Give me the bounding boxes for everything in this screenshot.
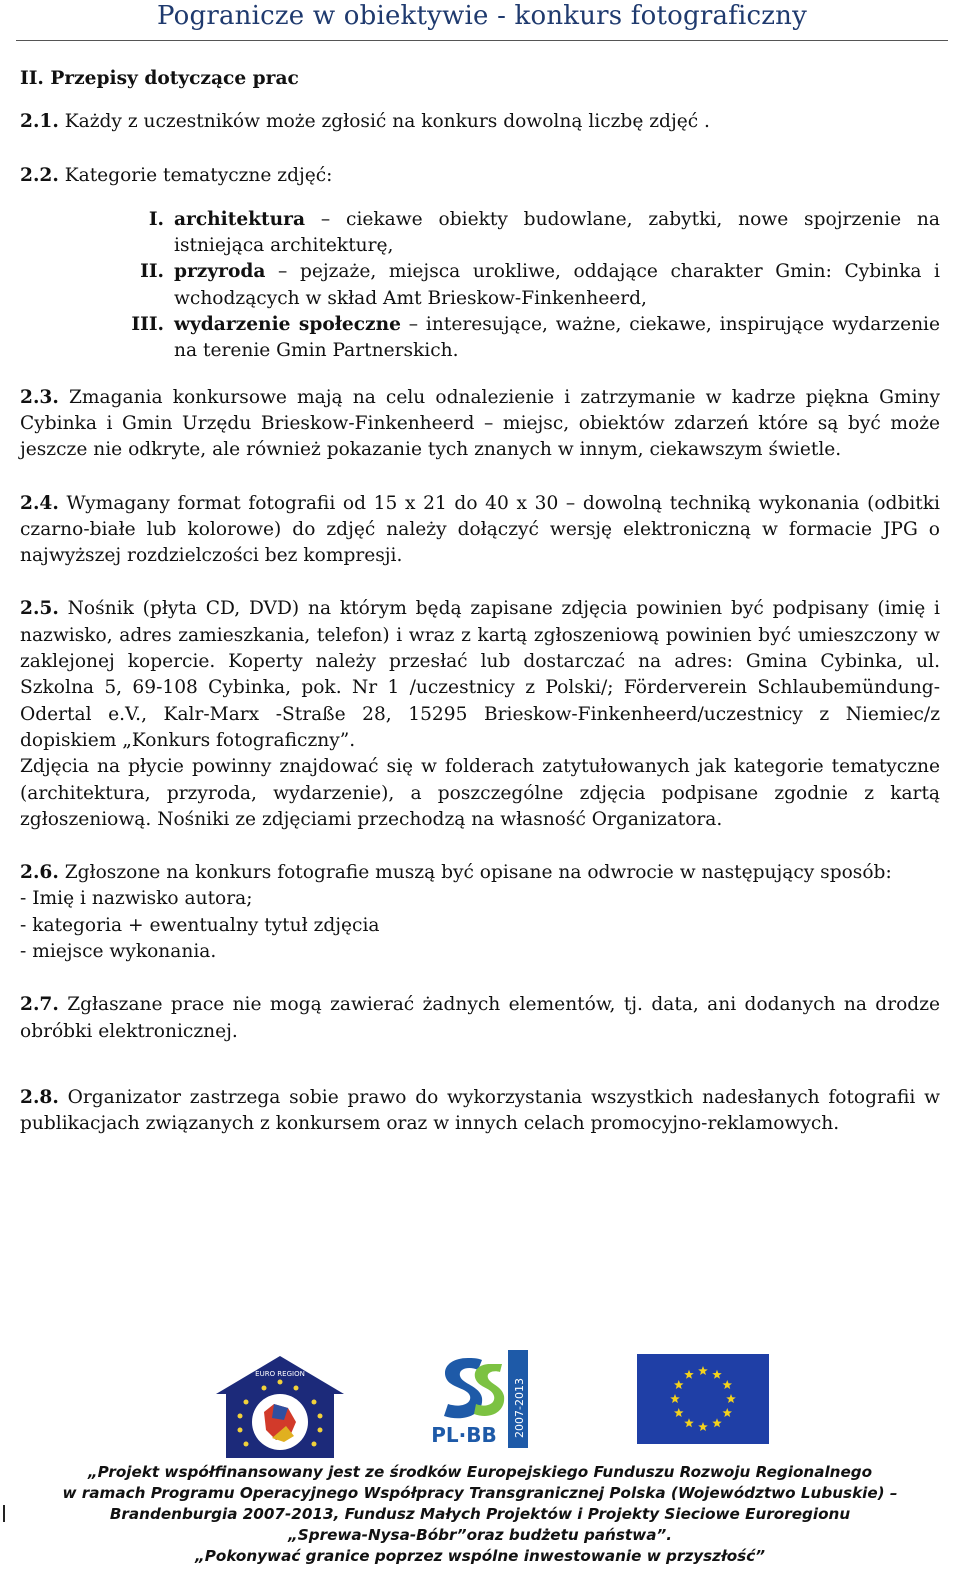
paragraph-text: Organizator zastrzega sobie prawo do wykorzystania wszystkich nadesłanych fotografii w publikacjach związanych z konkursem oraz w innych celach promocyjno-reklamowych. — [20, 1086, 940, 1135]
footer-line: Brandenburgia 2007-2013, Fundusz Małych Projektów i Projekty Sieciowe Euroregionu — [109, 1505, 851, 1523]
page-title: Pogranicze w obiektywie - konkurs fotograficzny — [157, 1, 807, 31]
category-name: architektura — [174, 208, 306, 230]
plbb-logo — [420, 1342, 532, 1456]
paragraph-2-8 — [20, 1085, 940, 1138]
paragraph-text: Kategorie tematyczne zdjęć: — [58, 164, 333, 186]
category-description: – ciekawe obiekty budowlane, zabytki, nowe spojrzenie na istniejąca architekturę, — [174, 208, 940, 257]
category-number: II. — [140, 261, 164, 283]
footer-line: w ramach Programu Operacyjnego Współpracy Transgranicznej Polska (Województwo Lubuskie) – — [62, 1484, 898, 1502]
section-heading: II. Przepisy dotyczące prac — [20, 68, 299, 89]
category-description: – interesujące, ważne, ciekawe, inspirujące wydarzenie na terenie Gmin Partnerskich. — [174, 314, 940, 362]
paragraph-text: Zmagania konkursowe mają na celu odnalezienie i zatrzymanie w kadrze piękna Gminy Cybinka i Gmin Urzędu Brieskow-Finkenheerd – miejsc, obiektów zdarzeń które są być może jeszcze nie odkryte, ale również pokazanie tych znanych w innym, ciekawszym świetle. — [20, 386, 940, 461]
paragraph-2-7 — [20, 992, 940, 1045]
plbb-logo-text: PL·BB — [431, 1423, 497, 1447]
category-number: I. — [148, 208, 164, 230]
footer-line: „Sprewa-Nysa-Bóbr”oraz budżetu państwa”. — [287, 1526, 673, 1544]
margin-mark — [3, 1505, 5, 1522]
category-item-architektura — [102, 207, 940, 260]
footer-line: „Projekt współfinansowany jest ze środków Europejskiego Funduszu Rozwoju Regionalnego — [87, 1463, 873, 1481]
paragraph-number: 2.7. — [20, 994, 59, 1016]
page-header — [16, 0, 948, 41]
category-description: – pejzaże, miejsca urokliwe, oddające charakter Gmin: Cybinka i wchodzących w skład Amt Brieskow-Finkenheerd, — [174, 261, 940, 309]
category-item-przyroda — [102, 259, 940, 312]
category-item-wydarzenie — [102, 312, 940, 365]
paragraph-text: Każdy z uczestników może zgłosić na konkurs dowolną liczbę zdjęć . — [58, 111, 710, 133]
list-item: - kategoria + ewentualny tytuł zdjęcia — [20, 914, 380, 936]
list-item: - miejsce wykonania. — [20, 941, 217, 963]
eu-flag-logo — [637, 1354, 769, 1444]
paragraph-number: 2.2. — [20, 164, 59, 186]
paragraph-2-4 — [20, 491, 940, 570]
footer — [20, 1462, 940, 1567]
plbb-logo-years: 2007-2013 — [513, 1378, 526, 1438]
paragraph-text: Zgłoszone na konkurs fotografie muszą być opisane na odwrocie w następujący sposób: — [58, 862, 892, 884]
paragraph-number: 2.5. — [20, 598, 59, 620]
paragraph-number: 2.4. — [20, 492, 59, 514]
paragraph-number: 2.8. — [20, 1086, 59, 1108]
category-name: wydarzenie społeczne — [174, 314, 401, 336]
category-number: III. — [131, 314, 164, 336]
paragraph-text: Nośnik (płyta CD, DVD) na którym będą zapisane zdjęcia powinien być podpisany (imię i nazwisko, adres zamieszkania, telefon) i wraz z kartą zgłoszeniową powinien być umieszczony w zaklejonej kopercie. Koperty należy przesłać lub dostarczać na adres: Gmina Cybinka, ul. Szkolna 5, 69-108 Cybinka, pok. Nr 1 /uczestnicy z Polski/; Förderverein Schlaubemündung-Odertal e.V., Kalr-Marx -Straße 28, 15295 Brieskow-Finkenheerd/uczestnicy z Niemiec/z dopiskiem „Konkurs fotograficzny”. — [20, 598, 940, 751]
list-item: - Imię i nazwisko autora; — [20, 888, 253, 910]
logo-strip — [0, 1340, 960, 1460]
paragraph-2-3 — [20, 385, 940, 464]
paragraph-2-5-continued: Zdjęcia na płycie powinny znajdować się w folderach zatytułowanych jak kategorie tematyczne (architektura, przyroda, wydarzenie), a poszczególne zdjęcia podpisane zgodnie z kartą zgłoszeniową. Nośniki ze zdjęciami przechodzą na własność Organizatora. — [20, 756, 940, 830]
document-body — [20, 66, 940, 1138]
footer-line: „Pokonywać granice poprzez wspólne inwestowanie w przyszłość” — [195, 1547, 765, 1565]
paragraph-2-5 — [20, 596, 940, 754]
paragraph-2-6 — [20, 860, 940, 886]
description-list — [20, 886, 940, 965]
paragraph-2-2 — [20, 163, 940, 189]
paragraph-2-1 — [20, 109, 940, 135]
category-list — [20, 207, 940, 365]
euroregion-logo-text: EURO REGION — [255, 1370, 305, 1378]
euroregion-logo — [212, 1354, 348, 1462]
category-name: przyroda — [174, 261, 266, 283]
paragraph-text: Zgłaszane prace nie mogą zawierać żadnych elementów, tj. data, ani dodanych na drodze obróbki elektronicznej. — [20, 994, 940, 1042]
paragraph-text: Wymagany format fotografii od 15 x 21 do 40 x 30 – dowolną techniką wykonania (odbitki czarno-białe lub kolorowe) do zdjęć należy dołączyć wersję elektroniczną w formacie JPG o najwyższej rozdzielczości bez kompresji. — [20, 492, 940, 567]
paragraph-number: 2.6. — [20, 862, 59, 884]
paragraph-number: 2.1. — [20, 111, 59, 133]
paragraph-number: 2.3. — [20, 386, 59, 408]
